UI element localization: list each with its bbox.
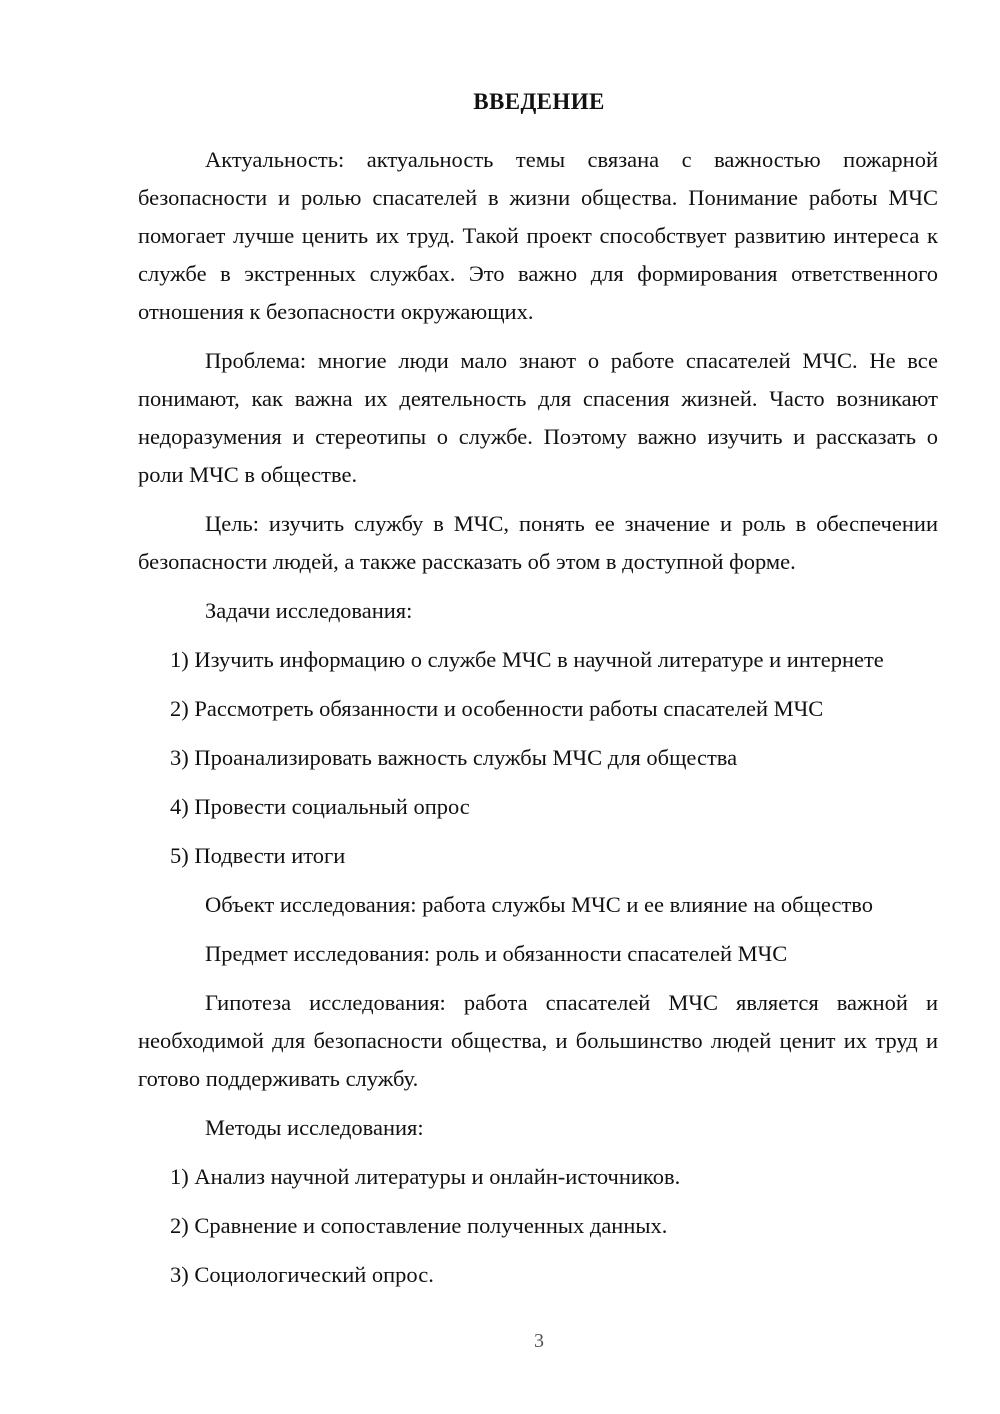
paragraph-problem: Проблема: многие люди мало знают о работе спасателей МЧС. Не все понимают, как важна их деятельность для спасения жизней. Часто возникают недоразумения и стереотипы о службе. Поэтому важно изучить и рассказать о роли МЧС в обществе. (138, 347, 938, 487)
method-list-item: 1) Анализ научной литературы и онлайн-источников. (170, 1163, 681, 1189)
task-list-item: 3) Проанализировать важность службы МЧС для общества (170, 744, 738, 770)
method-list-item: 3) Социологический опрос. (170, 1261, 434, 1287)
paragraph-goal: Цель: изучить службу в МЧС, понять ее значение и роль в обеспечении безопасности людей, а также рассказать об этом в доступной форме. (138, 510, 938, 574)
task-list-item: 5) Подвести итоги (170, 842, 346, 868)
methods-heading: Методы исследования: (205, 1114, 424, 1140)
task-list-item: 1) Изучить информацию о службе МЧС в научной литературе и интернете (170, 646, 884, 672)
task-list-item: 2) Рассмотреть обязанности и особенности работы спасателей МЧС (170, 695, 824, 721)
page-title: ВВЕДЕНИЕ (473, 89, 605, 114)
paragraph-relevance: Актуальность: актуальность темы связана с важностью пожарной безопасности и ролью спасателей в жизни общества. Понимание работы МЧС помогает лучше ценить их труд. Такой проект способствует развитию интереса к службе в экстренных службах. Это важно для формирования ответственного отношения к безопасности окружающих. (138, 146, 938, 324)
paragraph-subject: Предмет исследования: роль и обязанности спасателей МЧС (205, 940, 788, 966)
method-list-item: 2) Сравнение и сопоставление полученных данных. (170, 1212, 668, 1238)
page-number: 3 (534, 1330, 544, 1352)
task-list-item: 4) Провести социальный опрос (170, 793, 470, 819)
page-content (138, 88, 938, 1305)
tasks-heading: Задачи исследования: (205, 597, 413, 623)
paragraph-hypothesis: Гипотеза исследования: работа спасателей МЧС является важной и необходимой для безопасности общества, и большинство людей ценит их труд и готово поддерживать службу. (138, 989, 938, 1091)
paragraph-object: Объект исследования: работа службы МЧС и ее влияние на общество (205, 891, 873, 917)
